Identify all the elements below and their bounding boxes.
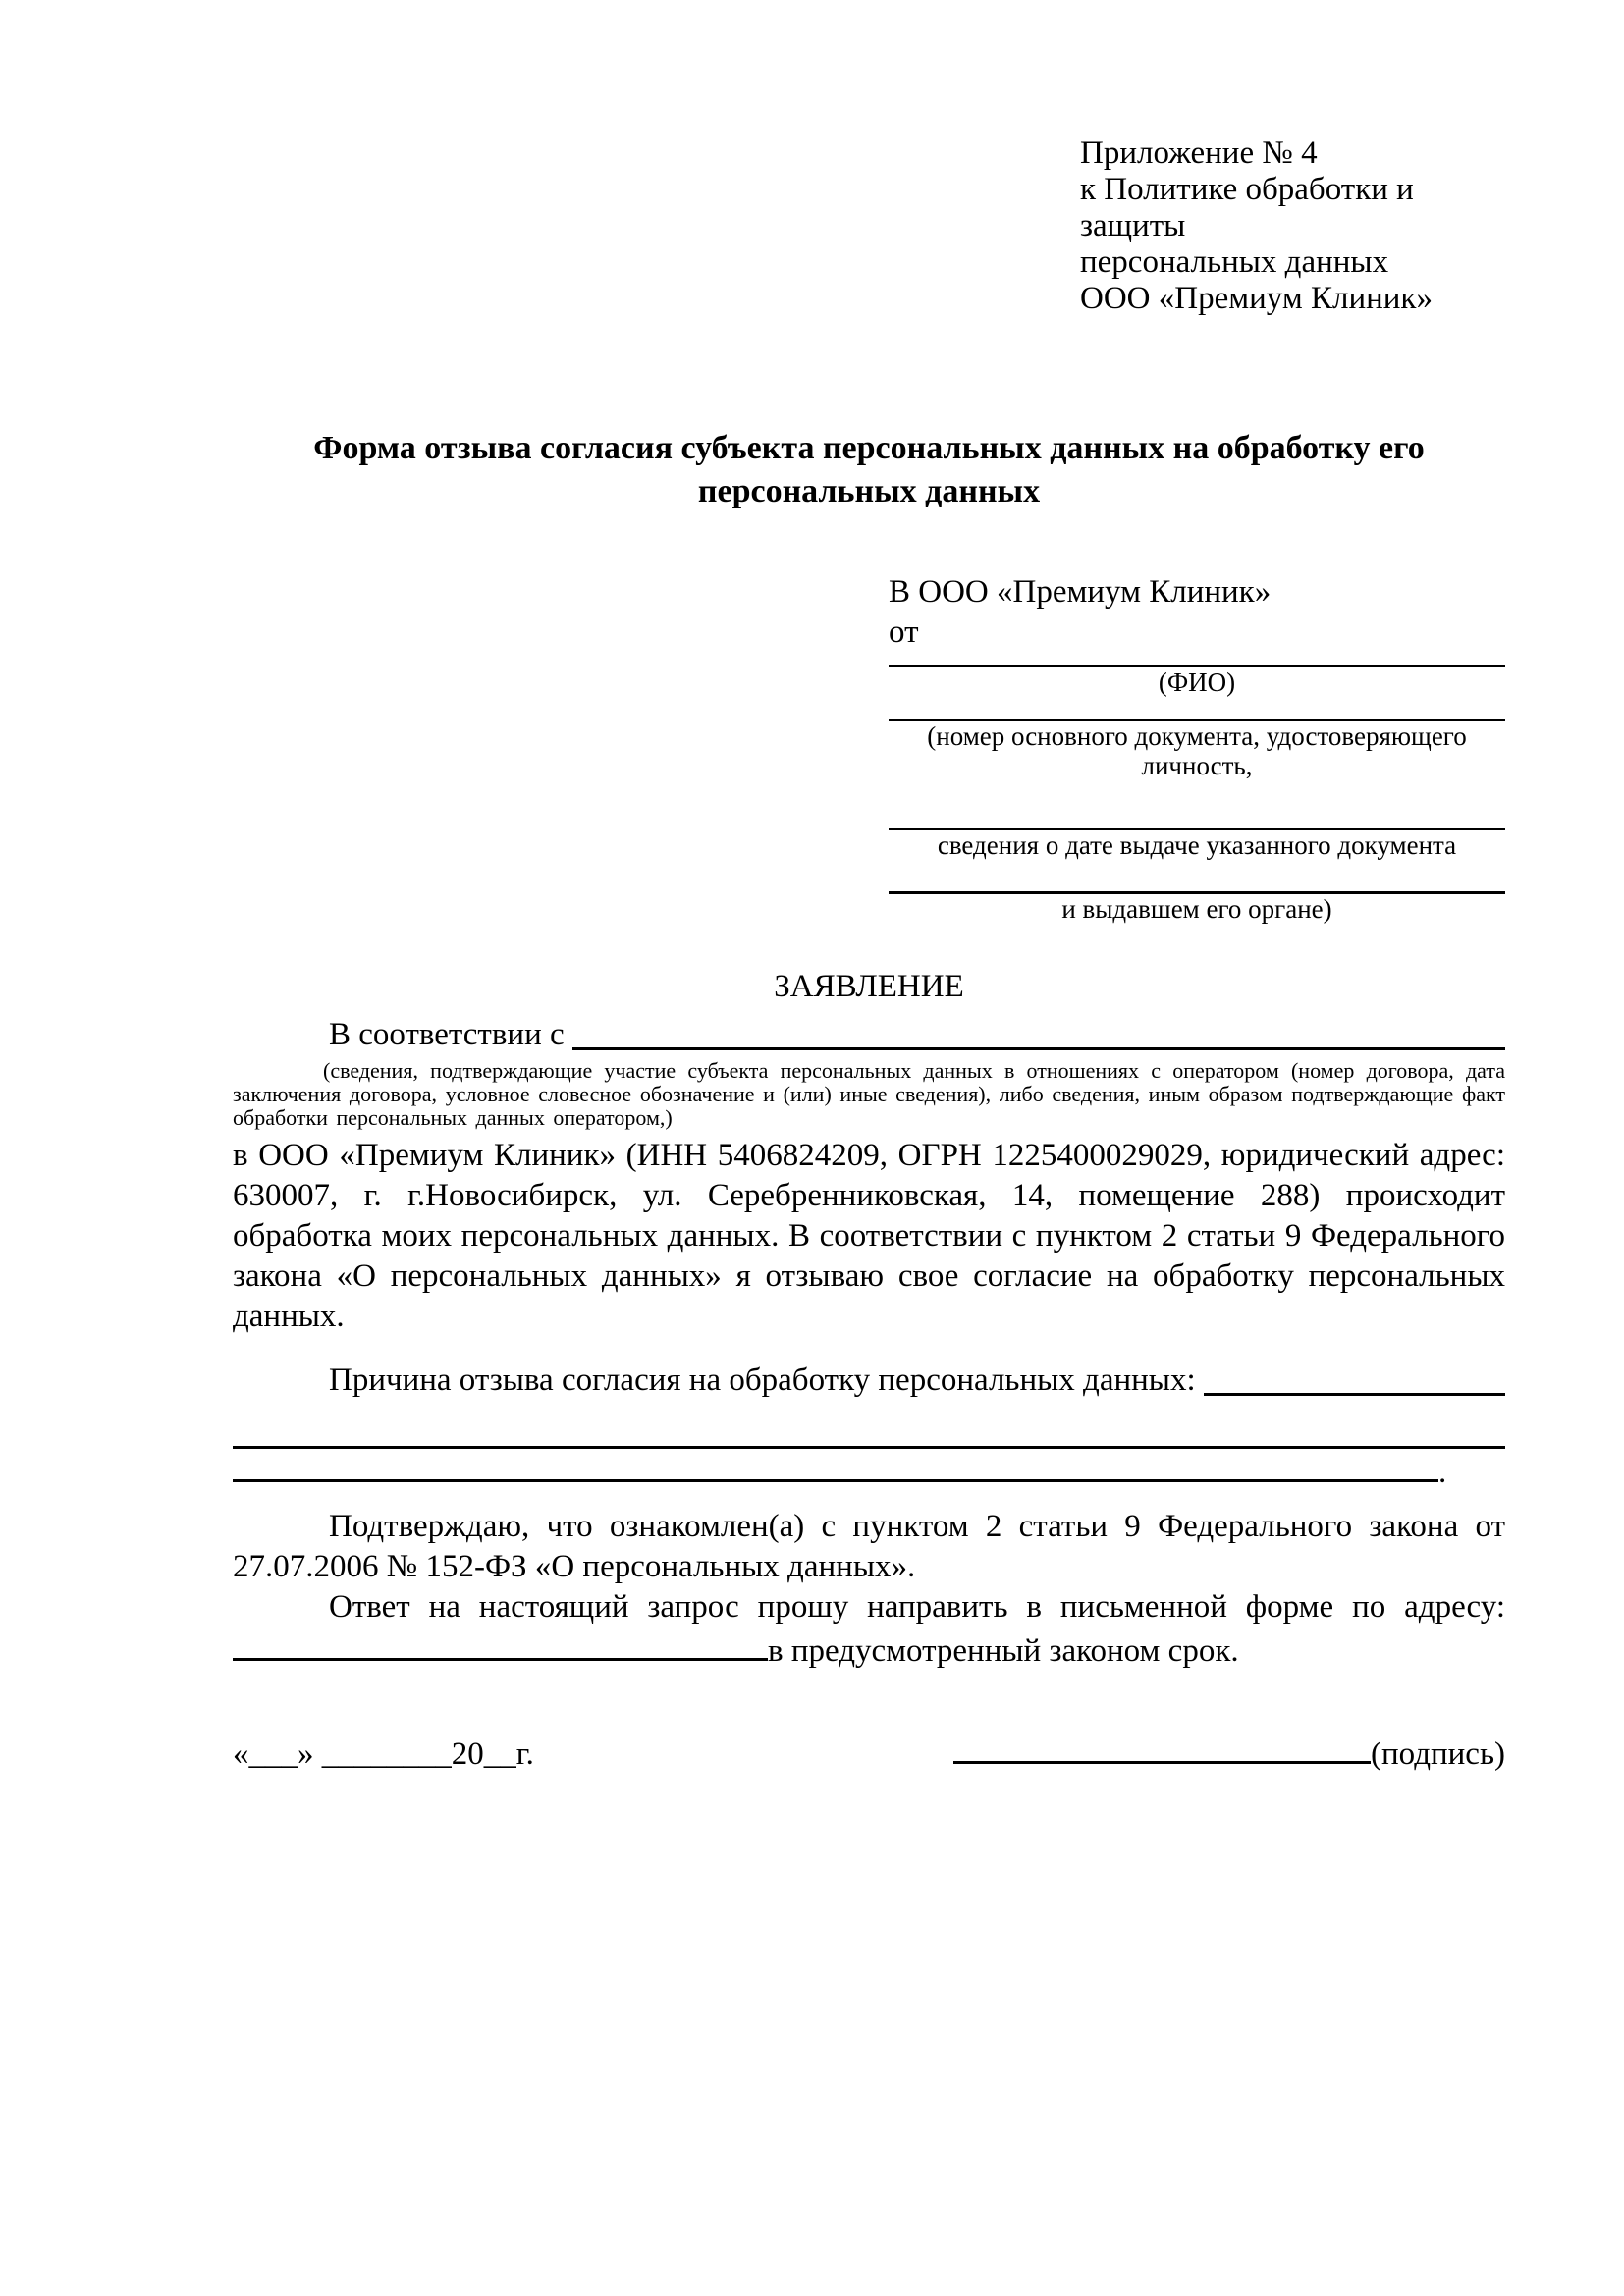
reply-paragraph: Ответ на настоящий запрос прошу направить в письменной форме по адресу:: [329, 1589, 1505, 1625]
issue-date-caption: сведения о дате выдаче указанного документа: [937, 830, 1457, 860]
signature-block: [953, 1731, 1505, 1775]
in-accordance-label: В соответствии с: [329, 1017, 565, 1052]
reply-address-row: [233, 1628, 1505, 1672]
signature-fill-line: [953, 1731, 1371, 1764]
in-accordance-fill-line: [572, 1015, 1505, 1050]
reason-fill-line-3: [233, 1449, 1438, 1482]
date-line: «___» ________20__г.: [233, 1736, 534, 1772]
fio-caption: (ФИО): [1158, 667, 1236, 697]
document-title: Форма отзыва согласия субъекта персональных данных на обработку его персональных данных: [313, 430, 1425, 509]
reply-suffix: в предусмотренный законом срок.: [768, 1633, 1239, 1669]
reason-line: [233, 1361, 1505, 1401]
signature-caption: (подпись): [1371, 1736, 1505, 1772]
confirm-paragraph: Подтверждаю, что ознакомлен(а) с пунктом 2 статьи 9 Федерального закона от 27.07.2006 № 152-ФЗ «О персональных данных».: [233, 1509, 1505, 1584]
recipient-from-label: от: [889, 614, 919, 650]
document-number-caption: (номер основного документа, удостоверяющего личность,: [927, 721, 1467, 780]
fine-print-note: (сведения, подтверждающие участие субъекта персональных данных в отношениях с оператором (номер договора, дата заключения договора, условное словесное обозначение и (или) иные сведения), либо сведения, иным образом подтверждающие факт обработки персональных данных оператором,): [233, 1058, 1505, 1130]
footer-row: [233, 1731, 1505, 1775]
recipient-block: [889, 572, 1505, 924]
reason-fill-row-3: [233, 1449, 1505, 1493]
reason-fill-line-1: [1204, 1361, 1505, 1396]
appendix-block: [1080, 135, 1505, 317]
address-fill-line: [233, 1628, 768, 1661]
recipient-to: В ООО «Премиум Клиник»: [889, 574, 1272, 610]
in-accordance-line: [233, 1015, 1505, 1055]
appendix-line-4: ООО «Премиум Клиник»: [1080, 281, 1433, 316]
reason-trailing-period: .: [1438, 1455, 1447, 1490]
appendix-line-3: персональных данных: [1080, 244, 1389, 280]
issuing-authority-caption: и выдавшем его органе): [1061, 894, 1332, 924]
main-paragraph: в ООО «Премиум Клиник» (ИНН 5406824209, ОГРН 1225400029029, юридический адрес: 630007, г. г.Новосибирск, ул. Серебренниковская, 14, помещение 288) происходит обработка моих персональных данных. В соответствии с пунктом 2 статьи 9 Федерального закона «О персональных данных» я отзываю свое согласие на обработку персональных данных.: [233, 1138, 1505, 1334]
reason-label: Причина отзыва согласия на обработку персональных данных:: [329, 1362, 1196, 1398]
appendix-line-2: к Политике обработки и защиты: [1080, 172, 1414, 243]
appendix-line-1: Приложение № 4: [1080, 135, 1318, 171]
statement-heading: ЗАЯВЛЕНИЕ: [774, 969, 964, 1004]
